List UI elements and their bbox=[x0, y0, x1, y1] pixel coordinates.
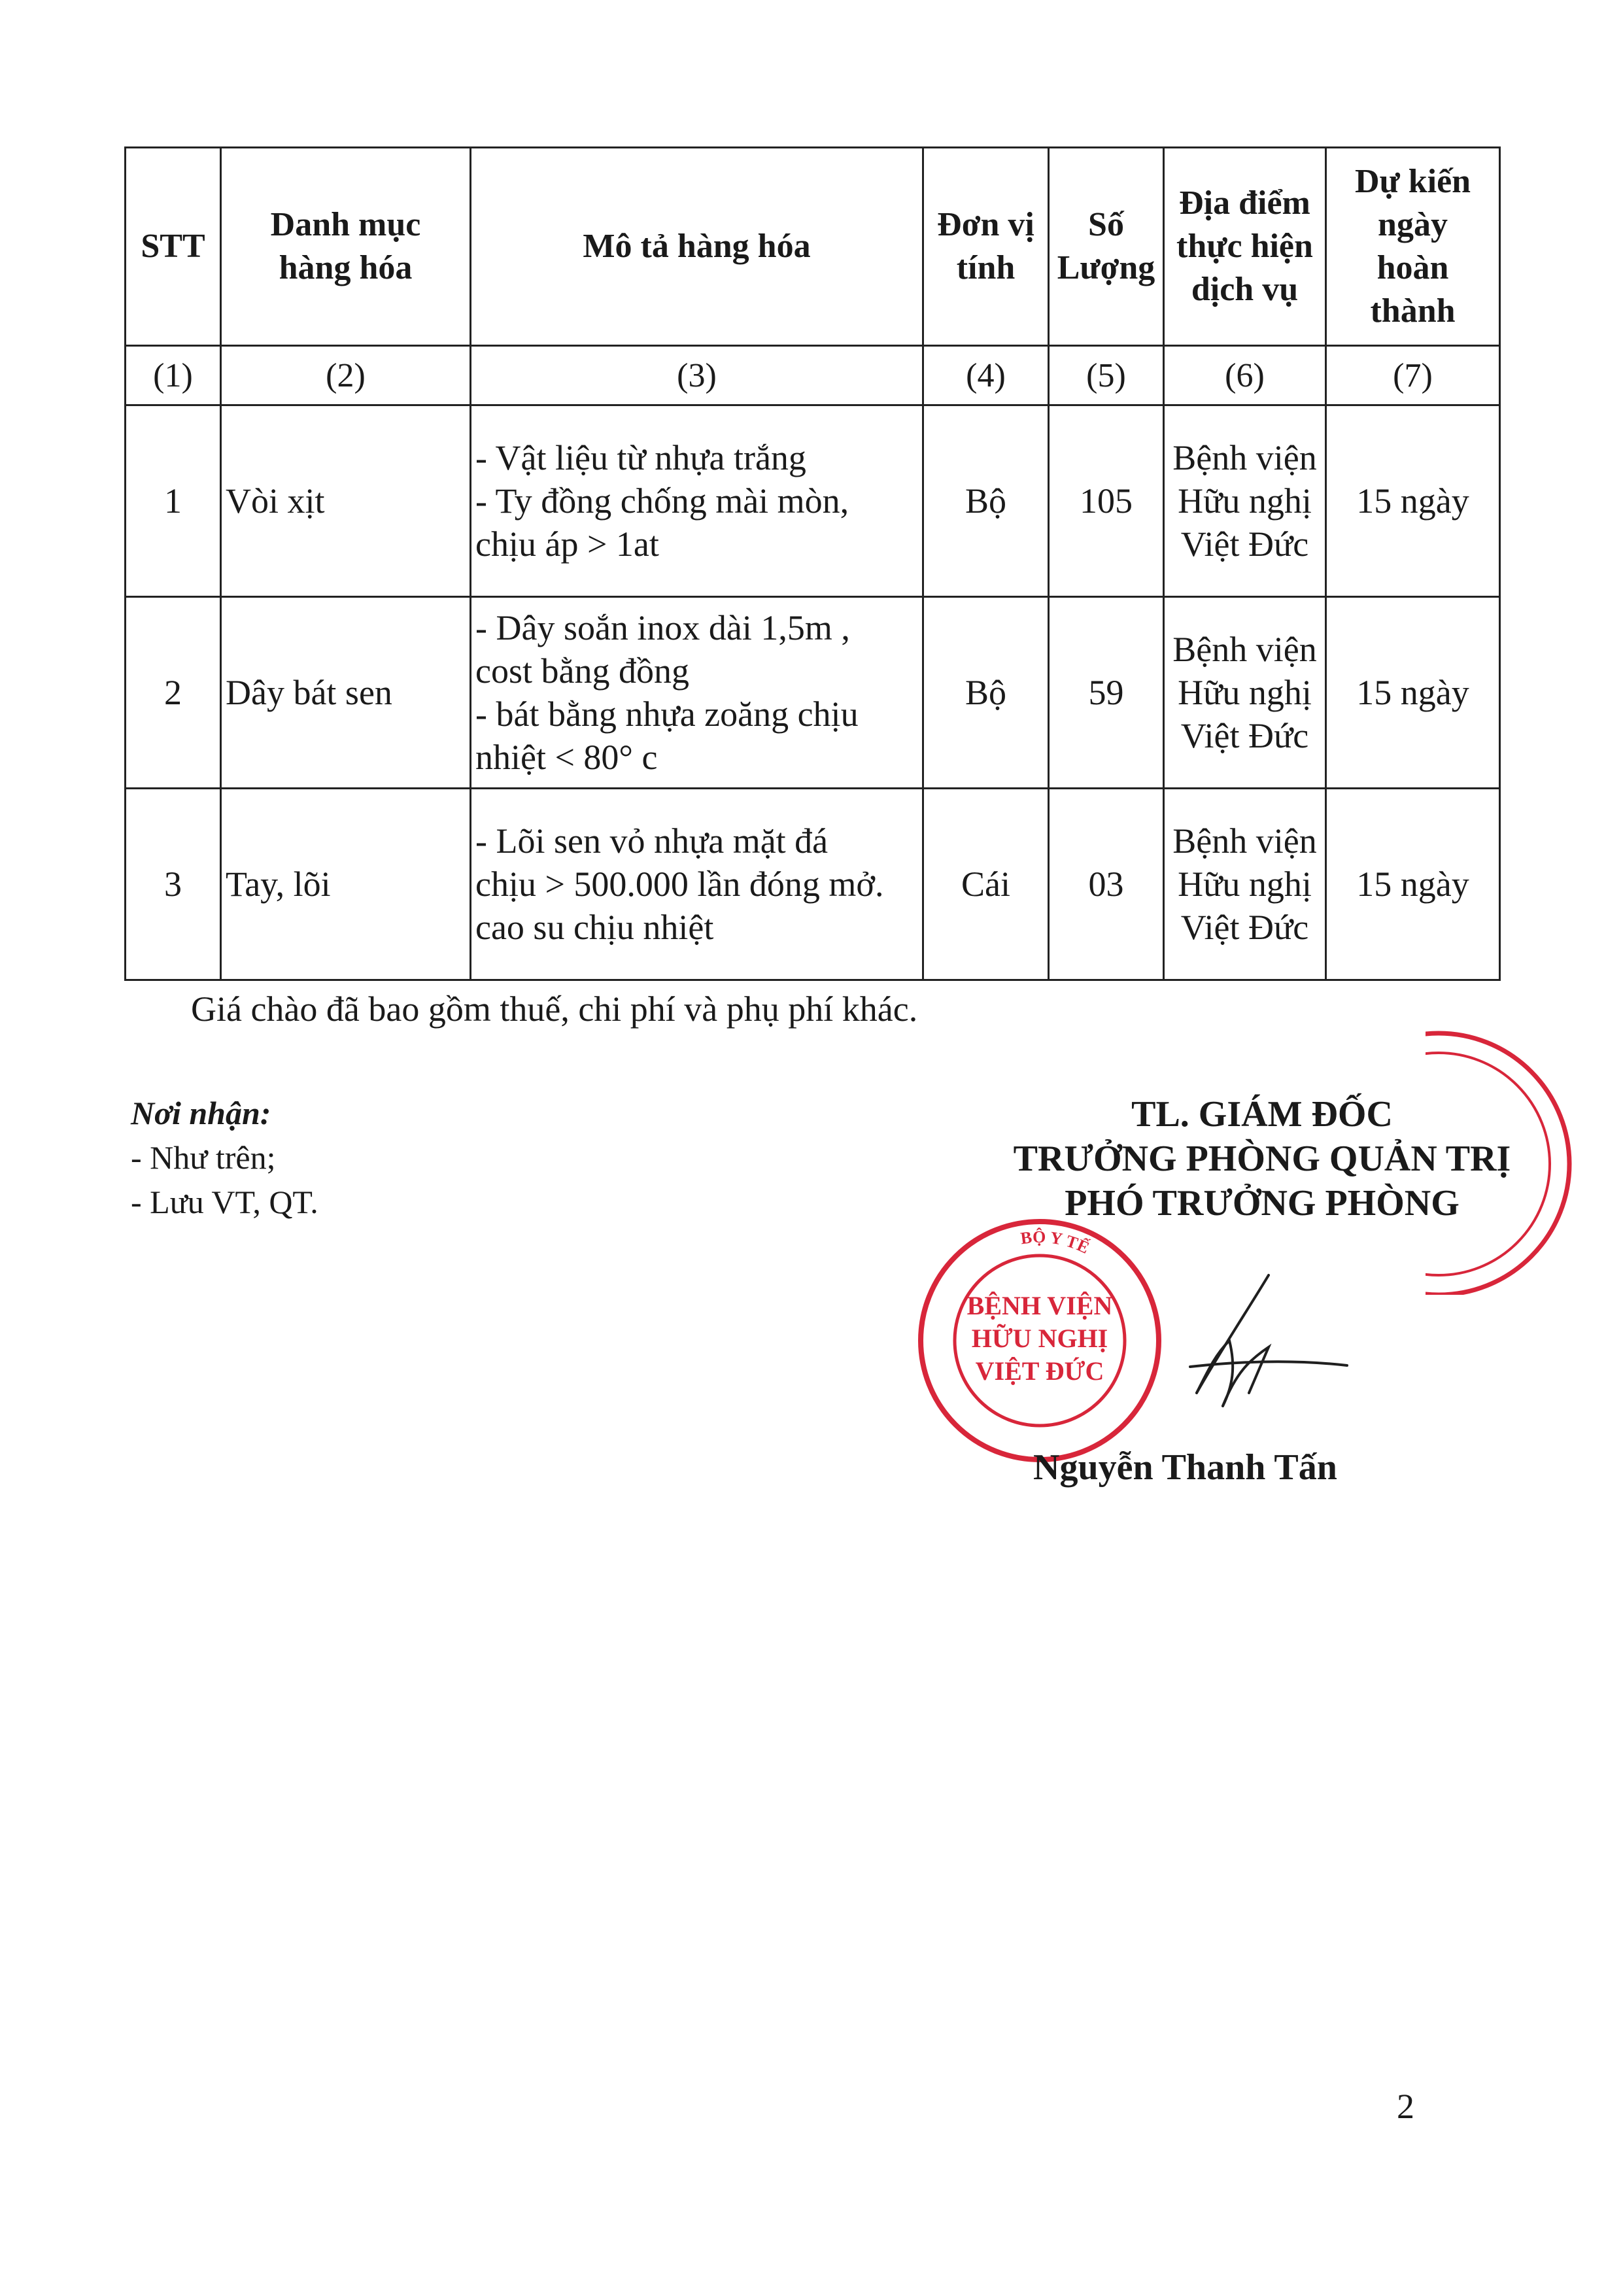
cell-duration: 15 ngày bbox=[1326, 597, 1500, 789]
sign-position: TRƯỞNG PHÒNG QUẢN TRỊ bbox=[1013, 1139, 1511, 1179]
cell-description bbox=[471, 405, 923, 597]
column-index: (5) bbox=[1049, 346, 1164, 405]
header-line: dịch vụ bbox=[1191, 271, 1299, 308]
table-row bbox=[126, 597, 1500, 789]
header-line: Danh mục bbox=[270, 206, 421, 243]
recipient-item: - Như trên; bbox=[131, 1139, 276, 1176]
cell-location-line: Việt Đức bbox=[1180, 716, 1309, 755]
cell-stt: 2 bbox=[126, 597, 221, 789]
seal-line: HỮU NGHỊ bbox=[971, 1324, 1108, 1353]
header-item bbox=[221, 148, 471, 346]
table-row bbox=[126, 405, 1500, 597]
header-line: Mô tả hàng hóa bbox=[583, 228, 811, 265]
cell-location-line: Việt Đức bbox=[1180, 908, 1309, 947]
column-index: (6) bbox=[1164, 346, 1326, 405]
cell-location-line: Bệnh viện bbox=[1172, 821, 1317, 861]
cell-location-line: Bệnh viện bbox=[1172, 438, 1317, 477]
cell-description-line: chịu áp > 1at bbox=[475, 524, 659, 564]
svg-text:BỘ Y TẾ bbox=[1019, 1227, 1092, 1258]
header-stt bbox=[126, 148, 221, 346]
cell-duration: 15 ngày bbox=[1326, 789, 1500, 980]
header-description bbox=[471, 148, 923, 346]
cell-description-line: - Ty đồng chống mài mòn, bbox=[475, 481, 849, 521]
header-line: thành bbox=[1370, 292, 1456, 330]
column-index: (2) bbox=[221, 346, 471, 405]
handwritten-signature-icon bbox=[1170, 1262, 1354, 1445]
cell-duration: 15 ngày bbox=[1326, 405, 1500, 597]
cell-unit: Bộ bbox=[923, 597, 1049, 789]
cell-item: Vòi xịt bbox=[221, 405, 471, 597]
signer-name: Nguyễn Thanh Tấn bbox=[1033, 1447, 1337, 1488]
seal-line: BỆNH VIỆN bbox=[966, 1291, 1113, 1320]
cell-description-line: - Dây soắn inox dài 1,5m , bbox=[475, 608, 850, 647]
column-index: (7) bbox=[1326, 346, 1500, 405]
header-line: thực hiện bbox=[1176, 228, 1313, 265]
cell-description-line: cao su chịu nhiệt bbox=[475, 908, 714, 947]
cell-item: Dây bát sen bbox=[221, 597, 471, 789]
cell-quantity: 105 bbox=[1049, 405, 1164, 597]
table-row bbox=[126, 789, 1500, 980]
cell-location-line: Hữu nghị bbox=[1178, 673, 1312, 712]
header-line: hàng hóa bbox=[279, 249, 413, 286]
column-index-row bbox=[126, 346, 1500, 405]
header-line: tính bbox=[956, 249, 1016, 286]
header-line: STT bbox=[141, 228, 205, 265]
cell-unit: Cái bbox=[923, 789, 1049, 980]
column-index: (3) bbox=[471, 346, 923, 405]
cell-location bbox=[1164, 789, 1326, 980]
price-note: Giá chào đã bao gồm thuế, chi phí và phụ phí khác. bbox=[191, 989, 918, 1029]
sign-title: TL. GIÁM ĐỐC bbox=[1131, 1094, 1393, 1135]
recipients bbox=[131, 1091, 318, 1224]
cell-unit: Bộ bbox=[923, 405, 1049, 597]
cell-location-line: Việt Đức bbox=[1180, 524, 1309, 564]
cell-description-line: - Vật liệu từ nhựa trắng bbox=[475, 438, 806, 477]
cell-description-line: - Lõi sen vỏ nhựa mặt đá bbox=[475, 821, 829, 861]
header-line: Số bbox=[1088, 206, 1124, 243]
header-unit bbox=[923, 148, 1049, 346]
partial-seal-icon bbox=[1426, 1020, 1596, 1295]
goods-table bbox=[124, 146, 1501, 981]
cell-description bbox=[471, 789, 923, 980]
table-header-row bbox=[126, 148, 1500, 346]
header-line: Lượng bbox=[1057, 249, 1155, 286]
cell-description bbox=[471, 597, 923, 789]
header-location bbox=[1164, 148, 1326, 346]
header-line: ngày bbox=[1378, 206, 1448, 243]
cell-location-line: Hữu nghị bbox=[1178, 865, 1312, 904]
cell-item: Tay, lõi bbox=[221, 789, 471, 980]
cell-stt: 1 bbox=[126, 405, 221, 597]
cell-location bbox=[1164, 405, 1326, 597]
sign-subposition: PHÓ TRƯỞNG PHÒNG bbox=[1065, 1183, 1460, 1224]
cell-description-line: - bát bằng nhựa zoăng chịu bbox=[475, 694, 859, 734]
recipient-item: - Lưu VT, QT. bbox=[131, 1184, 318, 1220]
hospital-seal-icon bbox=[915, 1216, 1164, 1465]
seal-ring-text: BỘ Y TẾ bbox=[1019, 1227, 1093, 1258]
column-index: (1) bbox=[126, 346, 221, 405]
cell-quantity: 59 bbox=[1049, 597, 1164, 789]
header-line: Địa điểm bbox=[1179, 184, 1310, 222]
column-index: (4) bbox=[923, 346, 1049, 405]
cell-stt: 3 bbox=[126, 789, 221, 980]
cell-description-line: cost bằng đồng bbox=[475, 651, 689, 691]
header-line: Đơn vị bbox=[937, 206, 1034, 243]
cell-description-line: chịu > 500.000 lần đóng mở. bbox=[475, 865, 884, 904]
seal-line: VIỆT ĐỨC bbox=[975, 1356, 1104, 1386]
page-number: 2 bbox=[1397, 2087, 1414, 2126]
cell-location bbox=[1164, 597, 1326, 789]
recipients-title: Nơi nhận: bbox=[131, 1095, 271, 1131]
header-line: hoàn bbox=[1376, 249, 1449, 286]
header-duration bbox=[1326, 148, 1500, 346]
header-line: Dự kiến bbox=[1354, 163, 1471, 200]
cell-location-line: Hữu nghị bbox=[1178, 481, 1312, 521]
header-quantity bbox=[1049, 148, 1164, 346]
cell-location-line: Bệnh viện bbox=[1172, 630, 1317, 669]
cell-description-line: nhiệt < 80° c bbox=[475, 738, 658, 777]
cell-quantity: 03 bbox=[1049, 789, 1164, 980]
